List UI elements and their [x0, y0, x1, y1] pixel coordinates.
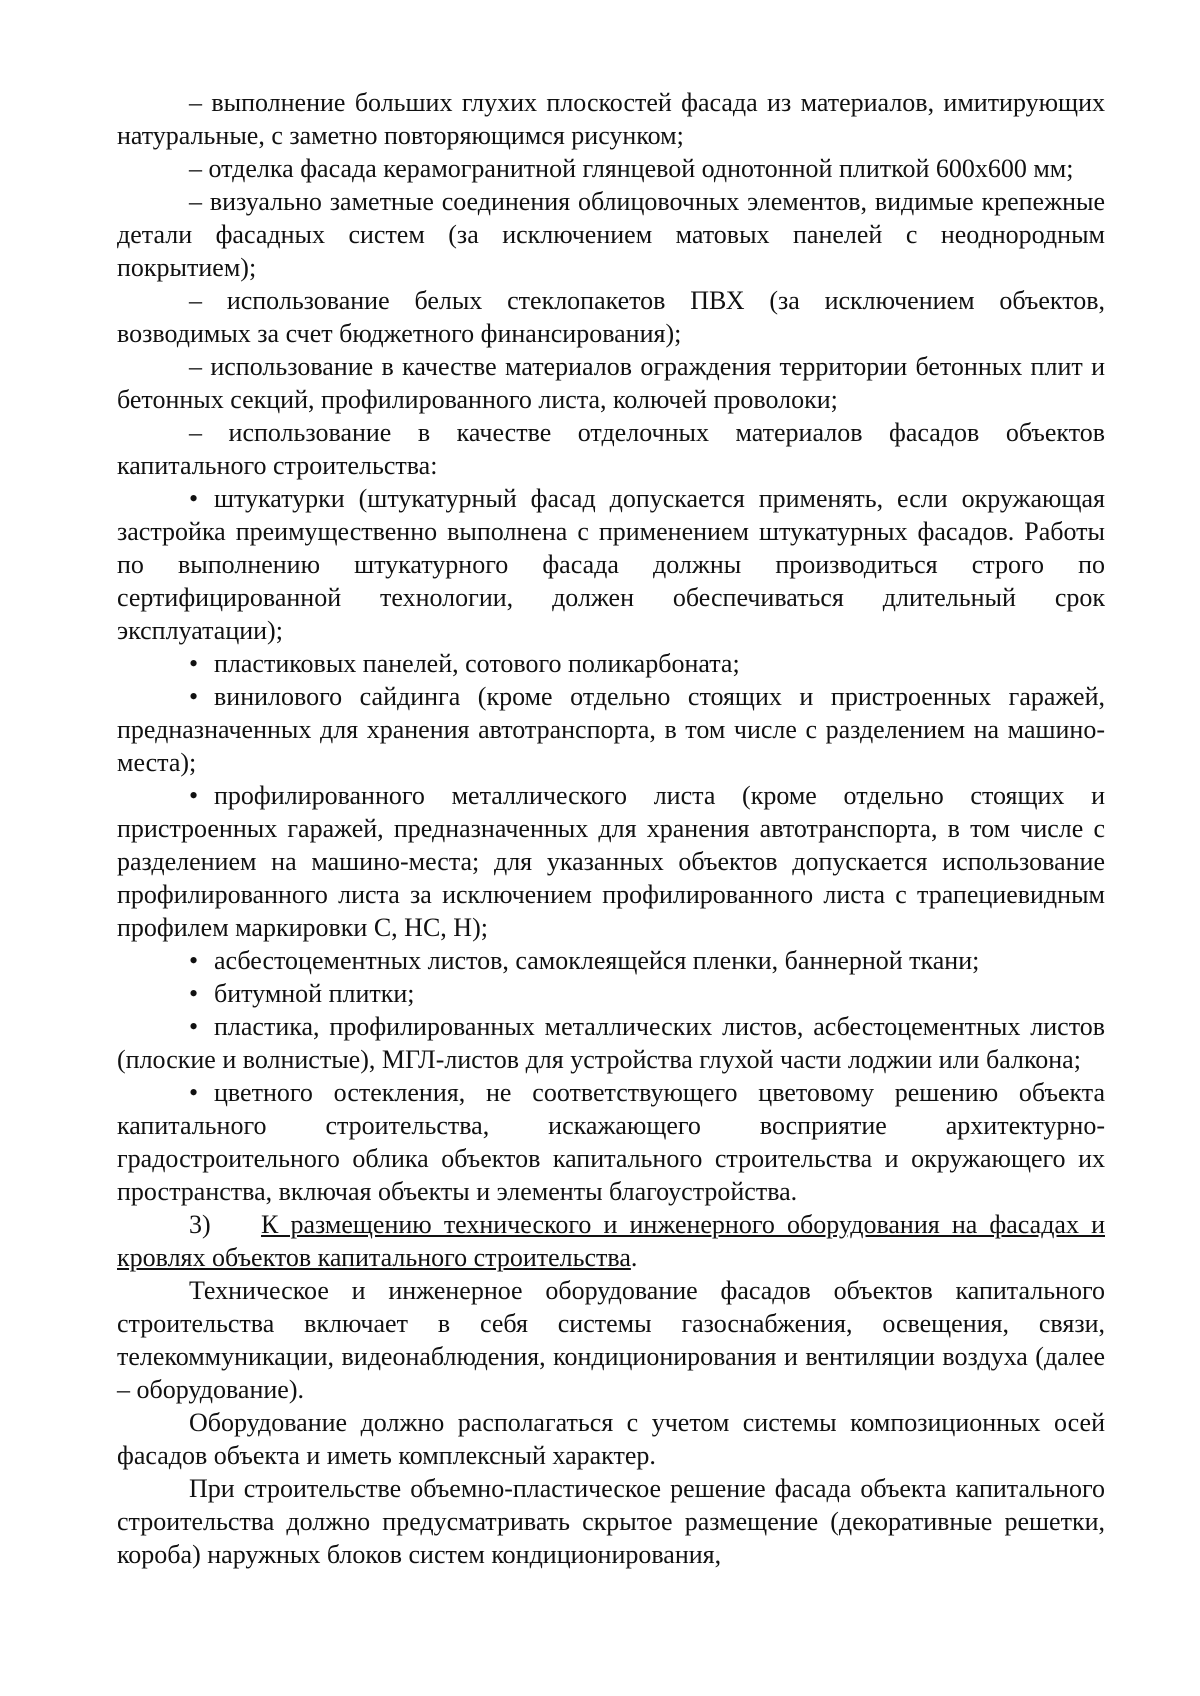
paragraph-equipment-definition: Техническое и инженерное оборудование фасадов объектов капитального строительства включает в себя системы газоснабжения, освещения, связи, телекоммуникации, видеонаблюдения, кондиционирования и вентиляции воздуха (далее – оборудование). — [117, 1276, 1105, 1404]
paragraph-dash-6: – использование в качестве отделочных материалов фасадов объектов капитального строительства: — [117, 418, 1105, 480]
paragraph-dash-1: – выполнение больших глухих плоскостей фасада из материалов, имитирующих натуральные, с заметно повторяющимся рисунком; — [117, 88, 1105, 150]
paragraph-equipment-placement: Оборудование должно располагаться с учетом системы композиционных осей фасадов объекта и иметь комплексный характер. — [117, 1408, 1105, 1470]
bullet-item-bitumen — [117, 977, 1105, 1010]
bullet-item-text: профилированного металлического листа (кроме отдельно стоящих и пристроенных гаражей, предназначенных для хранения автотранспорта, в том числе с разделением на машино-места; для указанных объектов допускается использование профилированного листа за исключением профилированного листа с трапециевидным профилем маркировки С, НС, Н); — [117, 781, 1105, 942]
bullet-item-profiled-sheet — [117, 779, 1105, 944]
paragraph-dash-4: – использование белых стеклопакетов ПВХ (за исключением объектов, возводимых за счет бюджетного финансирования); — [117, 286, 1105, 348]
bullet-item-colored-glazing — [117, 1076, 1105, 1208]
bullet-item-asbestos — [117, 944, 1105, 977]
bullet-icon: • — [189, 781, 199, 810]
bullet-item-plastic-loggia — [117, 1010, 1105, 1076]
paragraph-construction-solution: При строительстве объемно-пластическое решение фасада объекта капитального строительства должно предусматривать скрытое размещение (декоративные решетки, короба) наружных блоков систем кондиционирования, — [117, 1474, 1105, 1569]
bullet-item-plaster — [117, 482, 1105, 647]
bullet-item-plastic-panels — [117, 647, 1105, 680]
section-number: 3) — [189, 1210, 211, 1239]
bullet-icon: • — [189, 1078, 199, 1107]
section-heading-tail: . — [630, 1243, 638, 1272]
paragraph-dash-5: – использование в качестве материалов ограждения территории бетонных плит и бетонных секций, профилированного листа, колючей проволоки; — [117, 352, 1105, 414]
bullet-icon: • — [189, 1012, 199, 1041]
bullet-item-text: пластиковых панелей, сотового поликарбоната; — [214, 649, 740, 678]
section-heading-text: К размещению технического и инженерного оборудования на фасадах и кровлях объектов капитального строительства — [117, 1210, 1105, 1272]
bullet-icon: • — [189, 649, 199, 678]
section-heading-3 — [117, 1208, 1105, 1274]
bullet-icon: • — [189, 682, 199, 711]
bullet-icon: • — [189, 484, 199, 513]
bullet-item-text: винилового сайдинга (кроме отдельно стоящих и пристроенных гаражей, предназначенных для хранения автотранспорта, в том числе с разделением на машино-места); — [117, 682, 1105, 777]
bullet-item-text: цветного остекления, не соответствующего цветовому решению объекта капитального строительства, искажающего восприятие архитектурно-градостроительного облика объектов капитального строительства и окружающего их пространства, включая объекты и элементы благоустройства. — [117, 1078, 1105, 1206]
bullet-item-text: штукатурки (штукатурный фасад допускается применять, если окружающая застройка преимущественно выполнена с применением штукатурных фасадов. Работы по выполнению штукатурного фасада должны производиться строго по сертифицированной технологии, должен обеспечиваться длительный срок эксплуатации); — [117, 484, 1105, 645]
bullet-icon: • — [189, 946, 199, 975]
bullet-item-text: асбестоцементных листов, самоклеящейся пленки, баннерной ткани; — [214, 946, 980, 975]
paragraph-dash-2: – отделка фасада керамогранитной глянцевой однотонной плиткой 600x600 мм; — [189, 154, 1074, 183]
bullet-item-text: пластика, профилированных металлических листов, асбестоцементных листов (плоские и волнистые), МГЛ-листов для устройства глухой части лоджии или балкона; — [117, 1012, 1105, 1074]
bullet-icon: • — [189, 979, 199, 1008]
paragraph-dash-3: – визуально заметные соединения облицовочных элементов, видимые крепежные детали фасадных систем (за исключением матовых панелей с неоднородным покрытием); — [117, 187, 1105, 282]
bullet-item-text: битумной плитки; — [214, 979, 415, 1008]
bullet-item-vinyl-siding — [117, 680, 1105, 779]
